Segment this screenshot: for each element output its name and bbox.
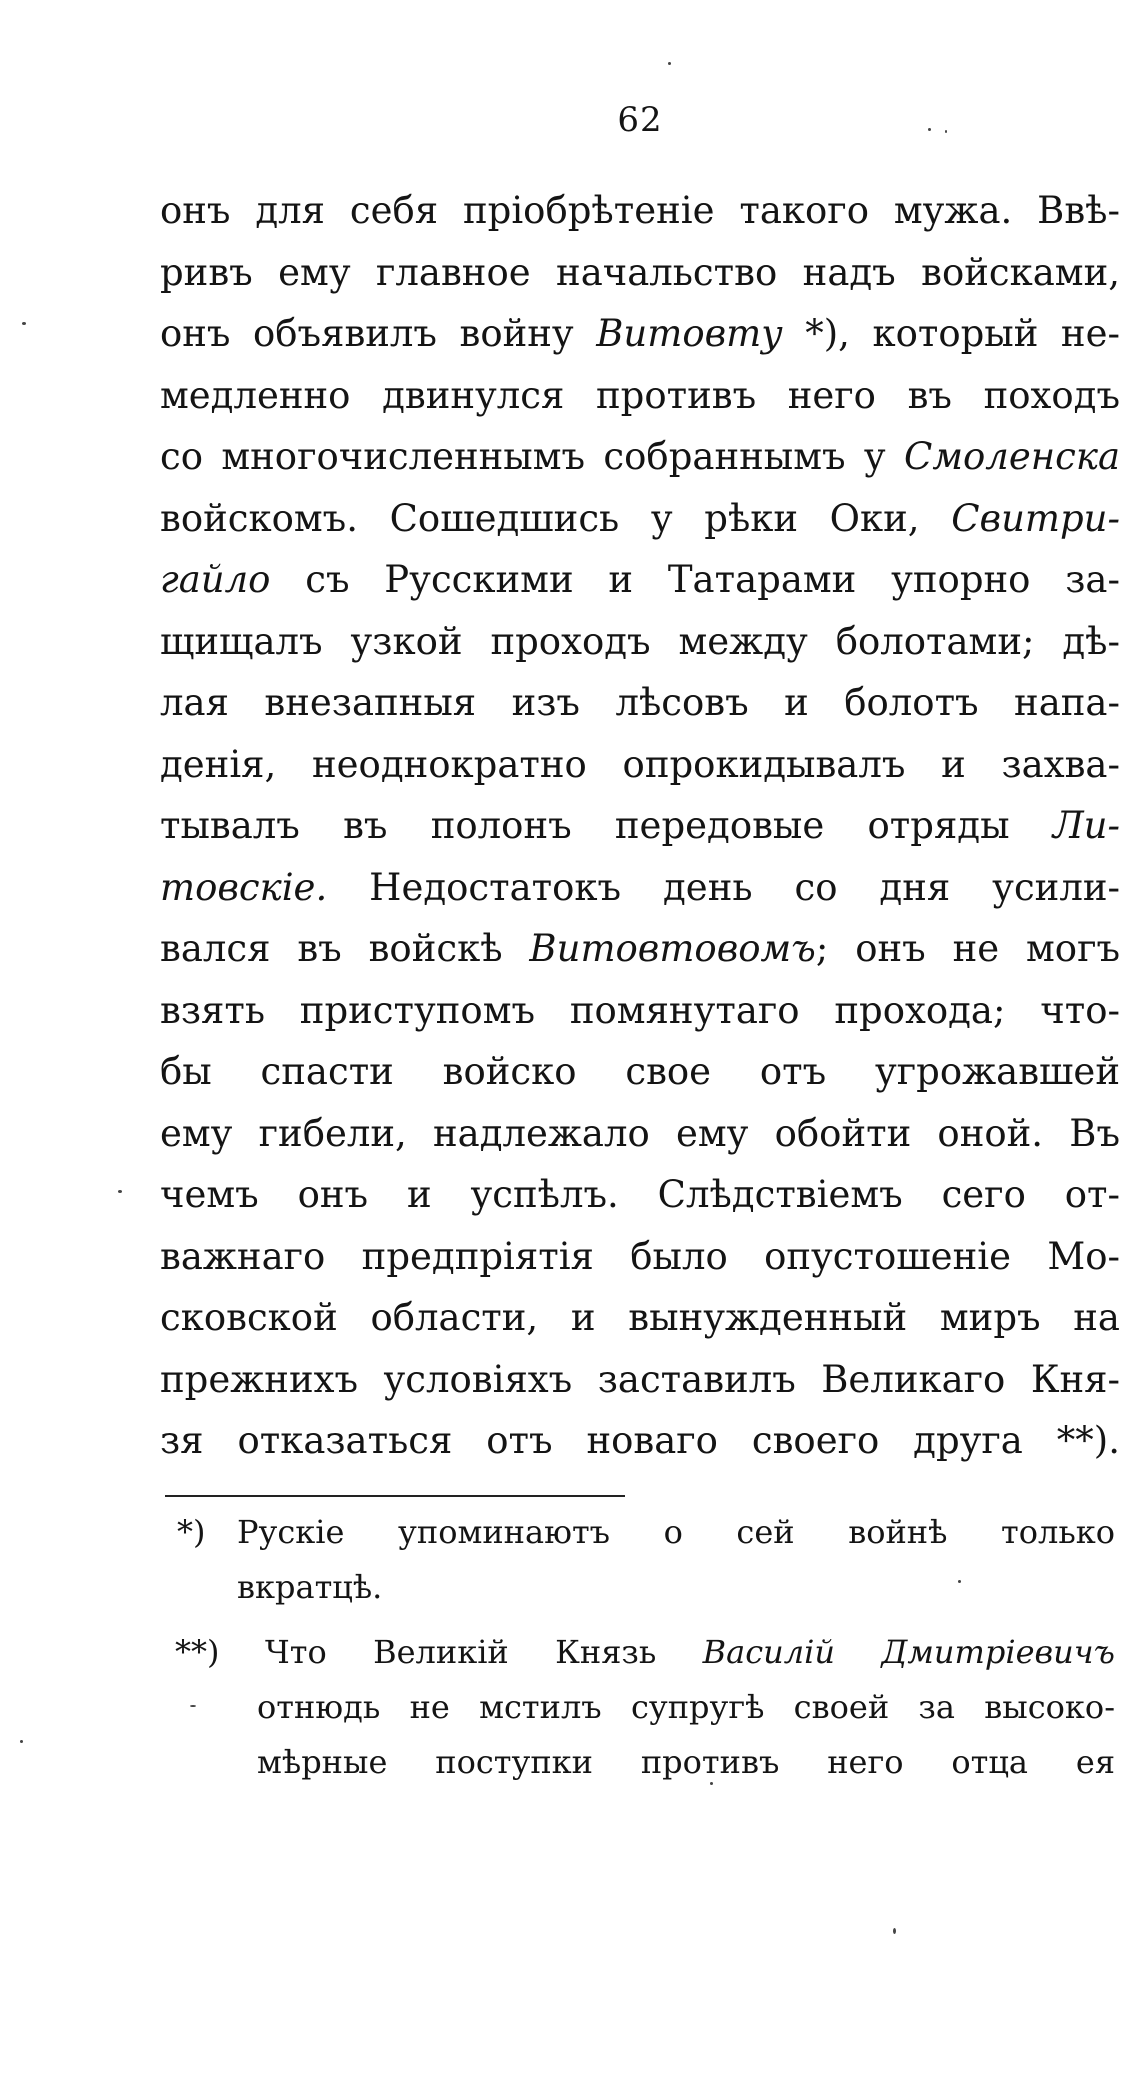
footnote xyxy=(165,1625,1115,1790)
text-run: ривъ ему главное начальство надъ войсками, xyxy=(160,250,1120,294)
text-line xyxy=(160,857,1120,919)
scan-speck xyxy=(22,322,26,325)
text-line xyxy=(160,242,1120,304)
footnote-first-line xyxy=(165,1505,1115,1560)
text-line xyxy=(160,795,1120,857)
text-run: Недостатокъ день со дня усили- xyxy=(327,865,1120,909)
text-line xyxy=(160,1410,1120,1472)
text-run: чемъ онъ и успѣлъ. Слѣдствіемъ сего от- xyxy=(160,1173,1120,1216)
text-line xyxy=(160,672,1120,734)
text-run: вался въ войскѣ xyxy=(160,927,530,970)
text-run: взять приступомъ помянутаго прохода; что- xyxy=(160,988,1120,1032)
text-run: войскомъ. Сошедшись у рѣки Оки, xyxy=(160,496,952,540)
footnote-separator xyxy=(165,1495,625,1497)
footnote-first-line xyxy=(165,1625,1115,1680)
footnote xyxy=(165,1505,1115,1615)
italic-name: Витовтовомъ xyxy=(529,927,816,970)
text-line xyxy=(160,1287,1120,1349)
scan-speck xyxy=(945,130,947,133)
text-run: важнаго предпріятія было опустошеніе Мо- xyxy=(160,1234,1120,1278)
text-line xyxy=(160,549,1120,611)
footnote-continuation xyxy=(165,1735,1115,1790)
text-run: щищалъ узкой проходъ между болотами; дѣ- xyxy=(160,619,1120,663)
text-line xyxy=(160,980,1120,1042)
italic-name: товскіе. xyxy=(160,865,328,909)
text-run: отнюдь не мстилъ супругѣ своей за высоко- xyxy=(257,1688,1115,1726)
text-line xyxy=(160,1164,1120,1226)
page-number: 62 xyxy=(617,100,663,140)
text-run: ; онъ не могъ xyxy=(815,927,1120,970)
text-run: мѣрные поступки противъ него отца ея xyxy=(257,1743,1115,1781)
body-text xyxy=(160,180,1120,1472)
text-run: со многочисленнымъ собраннымъ у xyxy=(160,435,905,478)
text-line xyxy=(160,426,1120,488)
text-run: онъ объявилъ войну xyxy=(160,312,597,355)
text-line xyxy=(160,918,1120,980)
footnote-continuation xyxy=(165,1680,1115,1735)
italic-name: Витовту xyxy=(596,312,783,355)
italic-name: Василій Дмитріевичъ xyxy=(702,1633,1115,1671)
text-line xyxy=(160,611,1120,673)
text-run: *), который не- xyxy=(782,312,1120,355)
text-run: прежнихъ условіяхъ заставилъ Великаго Кня- xyxy=(160,1357,1120,1401)
text-run: зя отказаться отъ новаго своего друга **). xyxy=(160,1419,1120,1462)
text-run: вкратцѣ. xyxy=(237,1568,383,1606)
scan-speck xyxy=(710,1782,713,1785)
text-line xyxy=(160,1041,1120,1103)
scan-speck xyxy=(928,128,931,131)
text-line xyxy=(160,734,1120,796)
scan-speck xyxy=(958,1580,961,1583)
scan-speck xyxy=(893,1928,896,1934)
scan-speck xyxy=(190,1705,196,1707)
footnote-text xyxy=(265,1625,1115,1680)
footnote-mark: **) xyxy=(175,1633,220,1671)
footnote-mark: *) xyxy=(177,1513,206,1551)
text-line xyxy=(160,1103,1120,1165)
footnotes xyxy=(165,1505,1115,1790)
text-run: лая внезапныя изъ лѣсовъ и болотъ напа- xyxy=(160,681,1120,724)
text-line xyxy=(160,1349,1120,1411)
text-run: ему гибели, надлежало ему обойти оной. Въ xyxy=(160,1111,1120,1155)
text-run: онъ для себя пріобрѣтеніе такого мужа. Ввѣ- xyxy=(160,189,1120,232)
footnote-text xyxy=(237,1505,1115,1560)
text-line xyxy=(160,488,1120,550)
italic-name: гайло xyxy=(160,558,271,601)
text-run: Рускіе упоминаютъ о сей войнѣ только xyxy=(237,1513,1115,1551)
text-run: съ Русскими и Татарами упорно за- xyxy=(270,558,1120,601)
text-line xyxy=(160,180,1120,242)
text-run: денія, неоднократно опрокидывалъ и захва- xyxy=(160,742,1120,786)
italic-name: Смоленска xyxy=(904,435,1120,478)
text-run: Что Великій Князь xyxy=(265,1633,703,1671)
text-run: сковской области, и вынужденный миръ на xyxy=(160,1296,1120,1339)
scan-speck xyxy=(668,62,671,65)
text-line xyxy=(160,303,1120,365)
italic-name: Свитри- xyxy=(951,496,1120,540)
scan-speck xyxy=(20,1740,23,1743)
scan-speck xyxy=(118,1190,122,1193)
text-run: медленно двинулся противъ него въ походъ xyxy=(160,373,1120,417)
text-line xyxy=(160,365,1120,427)
text-line xyxy=(160,1226,1120,1288)
text-run: тывалъ въ полонъ передовые отряды xyxy=(160,804,1053,847)
footnote-continuation xyxy=(165,1560,1115,1615)
italic-name: Ли- xyxy=(1052,804,1120,847)
text-run: бы спасти войско свое отъ угрожавшей xyxy=(160,1050,1120,1093)
